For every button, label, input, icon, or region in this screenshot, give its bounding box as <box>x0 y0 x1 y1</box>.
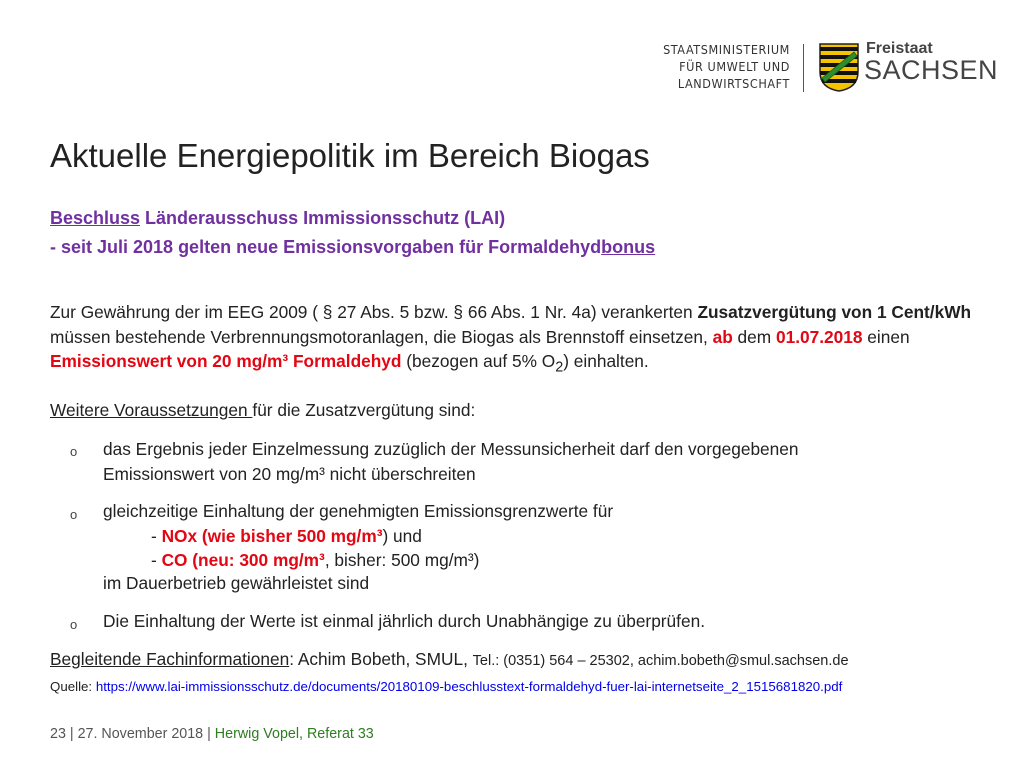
bullet-item-2 <box>103 499 613 573</box>
para-red-date: 01.07.2018 <box>775 326 863 347</box>
para-text-1: Zur Gewährung der im EEG 2009 ( § 27 Abs. 5 bzw. § 66 Abs. 1 Nr. 4a) verankerten <box>50 302 698 322</box>
source-url-link[interactable]: https://www.lai-immissionsschutz.de/documents/20180109-beschlusstext-formaldehyd-fuer-lai-internetseite_2_1515681820.pdf <box>95 679 843 694</box>
requirements-link[interactable]: Weitere Voraussetzungen <box>50 400 253 420</box>
para-subscript: 2 <box>555 359 564 376</box>
ministry-line-1: STAATSMINISTERIUM <box>663 42 790 57</box>
bullet-1-line-2: Emissionswert von 20 mg/m³ nicht überschreiten <box>103 463 476 484</box>
saxony-coat-of-arms-icon <box>818 42 860 92</box>
contact-phone-email: Tel.: (0351) 564 – 25302, achim.bobeth@smul.sachsen.de <box>472 653 849 669</box>
bullet-icon-1: o <box>70 444 78 459</box>
ministry-line-2: FÜR UMWELT UND <box>679 59 790 74</box>
bullet-icon-3: o <box>70 617 78 632</box>
bullet-item-1 <box>103 437 799 486</box>
subtitle-line-2-text: - seit Juli 2018 gelten neue Emissionsvorgaben für Formaldehyd <box>50 237 602 257</box>
para-text-5: (bezogen auf 5% O <box>401 351 556 371</box>
source-label: Quelle: <box>50 679 96 694</box>
requirements-heading <box>50 400 475 421</box>
ministry-name <box>630 41 790 92</box>
sachsen-label: SACHSEN <box>864 55 999 85</box>
co-dash: - <box>151 550 162 570</box>
subtitle-line-2 <box>50 237 655 258</box>
footer <box>50 726 374 742</box>
co-rest: , bisher: 500 mg/m³) <box>324 550 480 570</box>
footer-author: Herwig Vopel, Referat 33 <box>214 726 374 742</box>
para-text-6: ) einhalten. <box>563 351 649 371</box>
page-title: Aktuelle Energiepolitik im Bereich Biogas <box>50 137 650 174</box>
bullet-icon-2: o <box>70 507 78 522</box>
fachinformationen-link[interactable]: Begleitende Fachinformationen <box>50 649 290 669</box>
page-number: 23 <box>50 726 66 742</box>
nox-red: NOx (wie bisher 500 mg/m³ <box>161 525 383 546</box>
para-red-emission: Emissionswert von 20 mg/m³ Formaldehyd <box>50 351 402 371</box>
bullet-2-co-line <box>103 548 613 573</box>
bullet-1-line-1: das Ergebnis jeder Einzelmessung zuzüglich der Messunsicherheit darf den vorgegebenen <box>103 439 799 459</box>
para-text-4: einen <box>862 326 910 347</box>
contact-text: : Achim Bobeth, SMUL, <box>289 649 473 669</box>
source-line <box>50 679 842 694</box>
eeg-paragraph <box>50 300 995 380</box>
freistaat-label: Freistaat <box>866 40 933 57</box>
footer-date: | 27. November 2018 | <box>65 726 215 742</box>
bullet-2-line-4: im Dauerbetrieb gewährleistet sind <box>103 573 370 593</box>
subtitle-line-1 <box>50 208 505 229</box>
bullet-2-nox-line <box>103 524 613 549</box>
nox-dash: - <box>151 525 162 546</box>
nox-rest: ) und <box>382 525 422 546</box>
logo-divider <box>803 44 804 92</box>
para-text-2: müssen bestehende Verbrennungsmotoranlagen, die Biogas als Brennstoff einsetzen, <box>50 326 713 347</box>
ministry-line-3: LANDWIRTSCHAFT <box>677 76 790 91</box>
requirements-text: für die Zusatzvergütung sind: <box>252 400 476 420</box>
co-red: CO (neu: 300 mg/m³ <box>161 550 325 570</box>
para-bold-verguetung: Zusatzvergütung von 1 Cent/kWh <box>697 302 972 322</box>
para-text-3: dem <box>732 326 776 347</box>
contact-info <box>50 649 849 670</box>
bullet-item-3: Die Einhaltung der Werte ist einmal jährlich durch Unabhängige zu überprüfen. <box>103 611 705 631</box>
beschluss-link[interactable]: Beschluss <box>50 208 141 228</box>
para-red-ab: ab <box>712 326 733 347</box>
bonus-link[interactable]: bonus <box>601 237 656 257</box>
subtitle-line-1-text: Länderausschuss Immissionsschutz (LAI) <box>140 208 506 228</box>
bullet-2-line-1: gleichzeitige Einhaltung der genehmigten Emissionsgrenzwerte für <box>103 501 614 521</box>
